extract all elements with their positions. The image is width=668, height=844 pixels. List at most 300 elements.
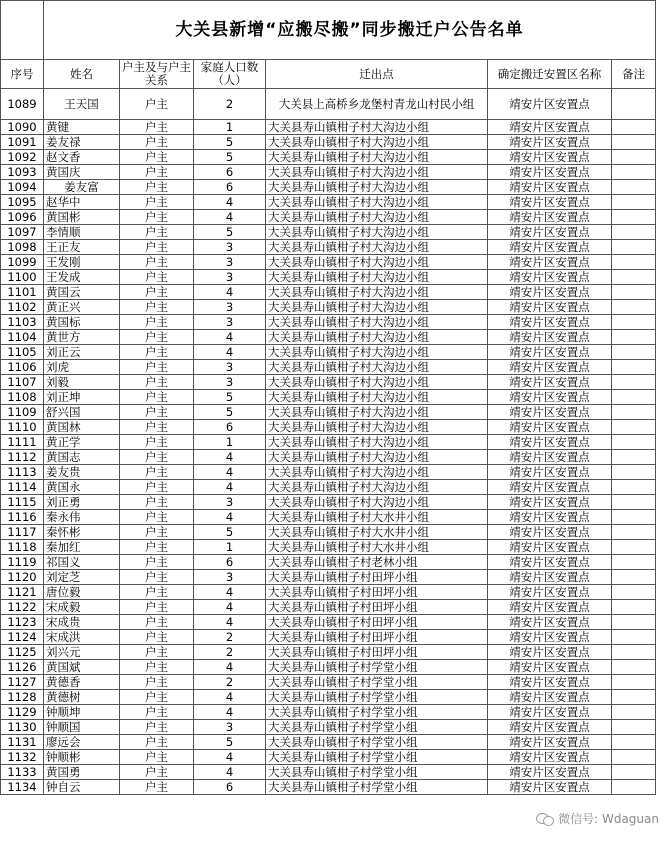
- cell-name: 秦怀彬: [44, 525, 120, 540]
- cell-relation: 户主: [120, 375, 194, 390]
- cell-no: 1094: [1, 180, 44, 195]
- cell-count: 5: [194, 735, 266, 750]
- cell-count: 3: [194, 570, 266, 585]
- cell-destination: 靖安片区安置点: [488, 630, 612, 645]
- table-row: [1, 375, 656, 390]
- cell-origin: 大关县寿山镇柑子村田坪小组: [266, 630, 488, 645]
- cell-count: 3: [194, 270, 266, 285]
- cell-relation: 户主: [120, 405, 194, 420]
- cell-count: 3: [194, 240, 266, 255]
- cell-relation: 户主: [120, 645, 194, 660]
- cell-note: [612, 660, 656, 675]
- cell-no: 1093: [1, 165, 44, 180]
- cell-note: [612, 240, 656, 255]
- cell-relation: 户主: [120, 150, 194, 165]
- cell-count: 4: [194, 510, 266, 525]
- cell-destination: 靖安片区安置点: [488, 330, 612, 345]
- cell-count: 5: [194, 135, 266, 150]
- cell-origin: 大关县寿山镇柑子村大沟边小组: [266, 165, 488, 180]
- cell-no: 1125: [1, 645, 44, 660]
- cell-destination: 靖安片区安置点: [488, 750, 612, 765]
- cell-no: 1109: [1, 405, 44, 420]
- cell-name: 姜友贵: [44, 465, 120, 480]
- cell-name: 赵文香: [44, 150, 120, 165]
- cell-relation: 户主: [120, 525, 194, 540]
- cell-note: [612, 390, 656, 405]
- cell-destination: 靖安片区安置点: [488, 675, 612, 690]
- cell-name: 钟自云: [44, 780, 120, 795]
- cell-destination: 靖安片区安置点: [488, 150, 612, 165]
- cell-destination: 靖安片区安置点: [488, 690, 612, 705]
- cell-count: 1: [194, 435, 266, 450]
- table-row: [1, 345, 656, 360]
- cell-note: [612, 180, 656, 195]
- cell-destination: 靖安片区安置点: [488, 660, 612, 675]
- cell-note: [612, 435, 656, 450]
- cell-relation: 户主: [120, 510, 194, 525]
- cell-destination: 靖安片区安置点: [488, 390, 612, 405]
- cell-destination: 靖安片区安置点: [488, 165, 612, 180]
- cell-destination: 靖安片区安置点: [488, 540, 612, 555]
- cell-note: [612, 285, 656, 300]
- cell-count: 3: [194, 315, 266, 330]
- cell-no: 1130: [1, 720, 44, 735]
- cell-name: 刘毅: [44, 375, 120, 390]
- table-row: [1, 135, 656, 150]
- header-destination: 确定搬迁安置区名称: [488, 60, 612, 89]
- table-row: [1, 180, 656, 195]
- table-row: [1, 720, 656, 735]
- cell-relation: 户主: [120, 735, 194, 750]
- cell-count: 4: [194, 330, 266, 345]
- cell-note: [612, 480, 656, 495]
- cell-no: 1096: [1, 210, 44, 225]
- table-row: [1, 765, 656, 780]
- header-note: 备注: [612, 60, 656, 89]
- cell-count: 4: [194, 660, 266, 675]
- cell-note: [612, 165, 656, 180]
- cell-count: 4: [194, 210, 266, 225]
- cell-origin: 大关县寿山镇柑子村大沟边小组: [266, 180, 488, 195]
- cell-destination: 靖安片区安置点: [488, 360, 612, 375]
- cell-no: 1133: [1, 765, 44, 780]
- cell-origin: 大关县寿山镇柑子村大沟边小组: [266, 345, 488, 360]
- header-origin: 迁出点: [266, 60, 488, 89]
- cell-note: [612, 89, 656, 120]
- cell-origin: 大关县寿山镇柑子村大沟边小组: [266, 450, 488, 465]
- cell-relation: 户主: [120, 165, 194, 180]
- cell-note: [612, 270, 656, 285]
- cell-destination: 靖安片区安置点: [488, 345, 612, 360]
- cell-count: 5: [194, 525, 266, 540]
- cell-count: 2: [194, 630, 266, 645]
- page-title: 大关县新增“应搬尽搬”同步搬迁户公告名单: [44, 1, 656, 60]
- cell-note: [612, 570, 656, 585]
- cell-note: [612, 135, 656, 150]
- cell-relation: 户主: [120, 89, 194, 120]
- cell-no: 1113: [1, 465, 44, 480]
- cell-note: [612, 330, 656, 345]
- table-row: [1, 89, 656, 120]
- cell-no: 1121: [1, 585, 44, 600]
- cell-destination: 靖安片区安置点: [488, 195, 612, 210]
- cell-name: 祁国义: [44, 555, 120, 570]
- cell-destination: 靖安片区安置点: [488, 585, 612, 600]
- cell-destination: 靖安片区安置点: [488, 300, 612, 315]
- cell-count: 4: [194, 705, 266, 720]
- cell-relation: 户主: [120, 660, 194, 675]
- cell-origin: 大关县上高桥乡龙堡村青龙山村民小组: [266, 89, 488, 120]
- cell-origin: 大关县寿山镇柑子村大沟边小组: [266, 240, 488, 255]
- table-row: [1, 570, 656, 585]
- cell-name: 宋成毅: [44, 600, 120, 615]
- cell-destination: 靖安片区安置点: [488, 315, 612, 330]
- cell-destination: 靖安片区安置点: [488, 240, 612, 255]
- cell-origin: 大关县寿山镇柑子村田坪小组: [266, 570, 488, 585]
- cell-origin: 大关县寿山镇柑子村大沟边小组: [266, 375, 488, 390]
- cell-relation: 户主: [120, 630, 194, 645]
- cell-relation: 户主: [120, 390, 194, 405]
- cell-count: 4: [194, 345, 266, 360]
- cell-count: 3: [194, 300, 266, 315]
- cell-relation: 户主: [120, 480, 194, 495]
- cell-origin: 大关县寿山镇柑子村大沟边小组: [266, 420, 488, 435]
- cell-note: [612, 300, 656, 315]
- cell-relation: 户主: [120, 465, 194, 480]
- wechat-icon: [536, 812, 554, 826]
- cell-no: 1104: [1, 330, 44, 345]
- cell-name: 刘定芝: [44, 570, 120, 585]
- cell-name: 黄世方: [44, 330, 120, 345]
- header-row: [1, 60, 656, 89]
- cell-relation: 户主: [120, 600, 194, 615]
- cell-relation: 户主: [120, 570, 194, 585]
- cell-origin: 大关县寿山镇柑子村老林小组: [266, 555, 488, 570]
- cell-count: 4: [194, 750, 266, 765]
- cell-note: [612, 630, 656, 645]
- cell-note: [612, 420, 656, 435]
- cell-name: 黄正学: [44, 435, 120, 450]
- cell-no: 1091: [1, 135, 44, 150]
- table-row: [1, 510, 656, 525]
- cell-note: [612, 345, 656, 360]
- cell-no: 1115: [1, 495, 44, 510]
- table-row: [1, 390, 656, 405]
- cell-note: [612, 525, 656, 540]
- cell-count: 4: [194, 765, 266, 780]
- cell-count: 4: [194, 285, 266, 300]
- cell-destination: 靖安片区安置点: [488, 420, 612, 435]
- cell-count: 1: [194, 540, 266, 555]
- cell-origin: 大关县寿山镇柑子村大沟边小组: [266, 135, 488, 150]
- cell-origin: 大关县寿山镇柑子村大沟边小组: [266, 495, 488, 510]
- cell-origin: 大关县寿山镇柑子村大水井小组: [266, 525, 488, 540]
- cell-origin: 大关县寿山镇柑子村田坪小组: [266, 615, 488, 630]
- cell-note: [612, 495, 656, 510]
- cell-count: 4: [194, 450, 266, 465]
- cell-destination: 靖安片区安置点: [488, 615, 612, 630]
- cell-no: 1098: [1, 240, 44, 255]
- cell-origin: 大关县寿山镇柑子村学堂小组: [266, 690, 488, 705]
- cell-origin: 大关县寿山镇柑子村学堂小组: [266, 750, 488, 765]
- cell-note: [612, 645, 656, 660]
- cell-name: 宋成洪: [44, 630, 120, 645]
- cell-no: 1108: [1, 390, 44, 405]
- cell-relation: 户主: [120, 315, 194, 330]
- cell-name: 刘正勇: [44, 495, 120, 510]
- cell-relation: 户主: [120, 540, 194, 555]
- cell-name: 秦加红: [44, 540, 120, 555]
- table-row: [1, 495, 656, 510]
- cell-origin: 大关县寿山镇柑子村大水井小组: [266, 510, 488, 525]
- cell-destination: 靖安片区安置点: [488, 285, 612, 300]
- table-row: [1, 540, 656, 555]
- cell-destination: 靖安片区安置点: [488, 120, 612, 135]
- cell-destination: 靖安片区安置点: [488, 270, 612, 285]
- cell-destination: 靖安片区安置点: [488, 450, 612, 465]
- table-row: [1, 225, 656, 240]
- table-row: [1, 690, 656, 705]
- cell-count: 4: [194, 600, 266, 615]
- cell-destination: 靖安片区安置点: [488, 600, 612, 615]
- cell-origin: 大关县寿山镇柑子村大沟边小组: [266, 270, 488, 285]
- cell-no: 1105: [1, 345, 44, 360]
- cell-origin: 大关县寿山镇柑子村田坪小组: [266, 645, 488, 660]
- table-row: [1, 270, 656, 285]
- cell-origin: 大关县寿山镇柑子村大沟边小组: [266, 210, 488, 225]
- cell-count: 6: [194, 555, 266, 570]
- cell-relation: 户主: [120, 255, 194, 270]
- cell-note: [612, 120, 656, 135]
- cell-name: 黄国斌: [44, 660, 120, 675]
- cell-origin: 大关县寿山镇柑子村大沟边小组: [266, 285, 488, 300]
- cell-relation: 户主: [120, 345, 194, 360]
- cell-note: [612, 465, 656, 480]
- cell-count: 3: [194, 495, 266, 510]
- cell-relation: 户主: [120, 585, 194, 600]
- cell-relation: 户主: [120, 300, 194, 315]
- cell-count: 3: [194, 720, 266, 735]
- cell-name: 廖远会: [44, 735, 120, 750]
- cell-name: 刘正坤: [44, 390, 120, 405]
- cell-no: 1118: [1, 540, 44, 555]
- cell-no: 1112: [1, 450, 44, 465]
- cell-name: 王天国: [44, 89, 120, 120]
- table-row: [1, 630, 656, 645]
- cell-destination: 靖安片区安置点: [488, 765, 612, 780]
- cell-origin: 大关县寿山镇柑子村大沟边小组: [266, 315, 488, 330]
- cell-relation: 户主: [120, 135, 194, 150]
- cell-name: 刘正云: [44, 345, 120, 360]
- cell-destination: 靖安片区安置点: [488, 225, 612, 240]
- table-row: [1, 780, 656, 795]
- cell-name: 黄国标: [44, 315, 120, 330]
- cell-note: [612, 510, 656, 525]
- cell-origin: 大关县寿山镇柑子村大沟边小组: [266, 300, 488, 315]
- cell-origin: 大关县寿山镇柑子村田坪小组: [266, 600, 488, 615]
- cell-note: [612, 375, 656, 390]
- cell-no: 1119: [1, 555, 44, 570]
- cell-origin: 大关县寿山镇柑子村大沟边小组: [266, 360, 488, 375]
- cell-no: 1117: [1, 525, 44, 540]
- cell-note: [612, 195, 656, 210]
- cell-name: 刘虎: [44, 360, 120, 375]
- cell-relation: 户主: [120, 120, 194, 135]
- cell-no: 1092: [1, 150, 44, 165]
- cell-destination: 靖安片区安置点: [488, 570, 612, 585]
- cell-note: [612, 705, 656, 720]
- cell-name: 秦永伟: [44, 510, 120, 525]
- cell-origin: 大关县寿山镇柑子村学堂小组: [266, 675, 488, 690]
- table-row: [1, 660, 656, 675]
- cell-note: [612, 255, 656, 270]
- cell-count: 2: [194, 89, 266, 120]
- cell-count: 4: [194, 615, 266, 630]
- cell-note: [612, 750, 656, 765]
- cell-note: [612, 735, 656, 750]
- cell-count: 2: [194, 645, 266, 660]
- header-relation: 户主及与户主关系: [120, 60, 194, 89]
- table-row: [1, 615, 656, 630]
- cell-note: [612, 225, 656, 240]
- cell-destination: 靖安片区安置点: [488, 465, 612, 480]
- cell-destination: 靖安片区安置点: [488, 255, 612, 270]
- cell-no: 1127: [1, 675, 44, 690]
- cell-relation: 户主: [120, 285, 194, 300]
- cell-count: 4: [194, 480, 266, 495]
- cell-note: [612, 765, 656, 780]
- cell-destination: 靖安片区安置点: [488, 645, 612, 660]
- cell-destination: 靖安片区安置点: [488, 210, 612, 225]
- cell-name: 黄键: [44, 120, 120, 135]
- table-row: [1, 150, 656, 165]
- table-row: [1, 465, 656, 480]
- cell-name: 黄国志: [44, 450, 120, 465]
- table-row: [1, 210, 656, 225]
- cell-note: [612, 540, 656, 555]
- cell-origin: 大关县寿山镇柑子村大沟边小组: [266, 435, 488, 450]
- cell-name: 唐位毅: [44, 585, 120, 600]
- cell-name: 姜友禄: [44, 135, 120, 150]
- cell-note: [612, 315, 656, 330]
- table-row: [1, 420, 656, 435]
- table-row: [1, 525, 656, 540]
- cell-name: 钟顺彬: [44, 750, 120, 765]
- cell-no: 1099: [1, 255, 44, 270]
- cell-name: 王发刚: [44, 255, 120, 270]
- table-row: [1, 285, 656, 300]
- table-row: [1, 360, 656, 375]
- cell-no: 1114: [1, 480, 44, 495]
- table-row: [1, 555, 656, 570]
- cell-relation: 户主: [120, 780, 194, 795]
- watermark: [533, 809, 662, 828]
- cell-count: 5: [194, 150, 266, 165]
- cell-count: 2: [194, 675, 266, 690]
- table-row: [1, 450, 656, 465]
- cell-destination: 靖安片区安置点: [488, 780, 612, 795]
- cell-note: [612, 360, 656, 375]
- cell-destination: 靖安片区安置点: [488, 405, 612, 420]
- cell-name: 舒兴国: [44, 405, 120, 420]
- cell-no: 1123: [1, 615, 44, 630]
- table-row: [1, 405, 656, 420]
- cell-count: 4: [194, 465, 266, 480]
- cell-no: 1106: [1, 360, 44, 375]
- cell-relation: 户主: [120, 495, 194, 510]
- cell-count: 5: [194, 390, 266, 405]
- cell-relation: 户主: [120, 330, 194, 345]
- table-row: [1, 645, 656, 660]
- cell-no: 1111: [1, 435, 44, 450]
- table-row: [1, 315, 656, 330]
- cell-no: 1126: [1, 660, 44, 675]
- cell-name: 钟顺坤: [44, 705, 120, 720]
- cell-no: 1122: [1, 600, 44, 615]
- cell-note: [612, 600, 656, 615]
- cell-origin: 大关县寿山镇柑子村大沟边小组: [266, 405, 488, 420]
- cell-count: 5: [194, 225, 266, 240]
- cell-destination: 靖安片区安置点: [488, 555, 612, 570]
- cell-destination: 靖安片区安置点: [488, 180, 612, 195]
- cell-relation: 户主: [120, 195, 194, 210]
- cell-relation: 户主: [120, 765, 194, 780]
- cell-origin: 大关县寿山镇柑子村大沟边小组: [266, 330, 488, 345]
- cell-no: 1101: [1, 285, 44, 300]
- cell-note: [612, 675, 656, 690]
- cell-origin: 大关县寿山镇柑子村学堂小组: [266, 705, 488, 720]
- cell-name: 赵华中: [44, 195, 120, 210]
- cell-note: [612, 150, 656, 165]
- cell-relation: 户主: [120, 750, 194, 765]
- cell-no: 1131: [1, 735, 44, 750]
- cell-name: 姜友富: [44, 180, 120, 195]
- cell-no: 1090: [1, 120, 44, 135]
- cell-relation: 户主: [120, 180, 194, 195]
- cell-destination: 靖安片区安置点: [488, 720, 612, 735]
- cell-note: [612, 450, 656, 465]
- cell-origin: 大关县寿山镇柑子村学堂小组: [266, 735, 488, 750]
- cell-origin: 大关县寿山镇柑子村学堂小组: [266, 780, 488, 795]
- cell-name: 刘兴元: [44, 645, 120, 660]
- cell-origin: 大关县寿山镇柑子村学堂小组: [266, 765, 488, 780]
- cell-note: [612, 720, 656, 735]
- cell-no: 1095: [1, 195, 44, 210]
- cell-origin: 大关县寿山镇柑子村学堂小组: [266, 660, 488, 675]
- watermark-text: 微信号: Wdaguan: [558, 812, 659, 826]
- cell-name: 黄国勇: [44, 765, 120, 780]
- table-row: [1, 750, 656, 765]
- cell-origin: 大关县寿山镇柑子村大沟边小组: [266, 195, 488, 210]
- cell-destination: 靖安片区安置点: [488, 435, 612, 450]
- table-row: [1, 735, 656, 750]
- table-row: [1, 705, 656, 720]
- cell-origin: 大关县寿山镇柑子村大沟边小组: [266, 390, 488, 405]
- cell-destination: 靖安片区安置点: [488, 510, 612, 525]
- cell-name: 宋成贵: [44, 615, 120, 630]
- header-count: 家庭人口数（人）: [194, 60, 266, 89]
- cell-no: 1129: [1, 705, 44, 720]
- cell-no: 1107: [1, 375, 44, 390]
- cell-name: 黄国彬: [44, 210, 120, 225]
- cell-no: 1134: [1, 780, 44, 795]
- cell-relation: 户主: [120, 270, 194, 285]
- cell-count: 6: [194, 780, 266, 795]
- cell-name: 黄国永: [44, 480, 120, 495]
- cell-origin: 大关县寿山镇柑子村大沟边小组: [266, 465, 488, 480]
- cell-no: 1128: [1, 690, 44, 705]
- cell-destination: 靖安片区安置点: [488, 735, 612, 750]
